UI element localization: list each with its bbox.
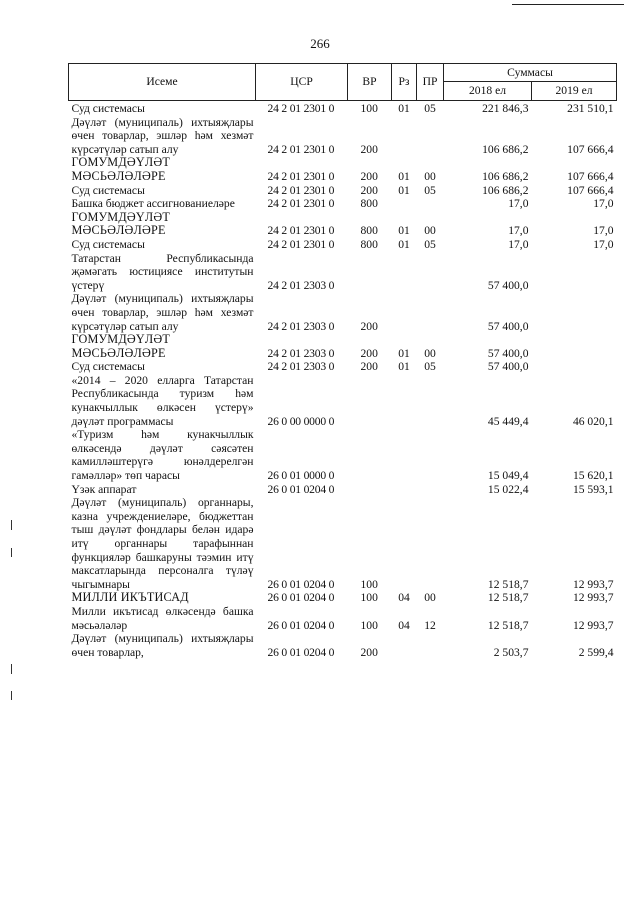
- cell-y2018: 17,0: [508, 237, 529, 251]
- table-row: [69, 197, 617, 211]
- cell-y2018: 57 400,0: [487, 319, 529, 333]
- cell-y2018: 2 503,7: [493, 645, 529, 659]
- cell-name: МИЛЛИ ИКЪТИСАД: [71, 590, 189, 605]
- cell-pr: 05: [424, 183, 436, 197]
- cell-vr: 100: [360, 618, 378, 632]
- scan-mark: [11, 691, 12, 700]
- cell-csr: 24 2 01 2301 0: [267, 224, 335, 238]
- cell-vr: 200: [360, 142, 378, 156]
- cell-name: «Туризм һәм кунакчыллык өлкәсендә дәүләт сәясәтен камилләштерүгә юнәлдерелгән гамәлләр» төп чарасы: [71, 428, 254, 483]
- table-row: [69, 632, 617, 659]
- cell-name: Үзәк аппарат: [71, 482, 137, 496]
- cell-pr: [417, 252, 444, 293]
- cell-y2018: 15 022,4: [487, 482, 529, 496]
- cell-y2018: 106 686,2: [482, 183, 529, 197]
- cell-pr: [417, 428, 444, 482]
- cell-rz: [392, 483, 417, 497]
- cell-csr: 24 2 01 2301 0: [267, 102, 335, 115]
- cell-y2019: 2 599,4: [578, 645, 614, 659]
- header-name: Исеме: [69, 64, 256, 101]
- table-row: [69, 156, 617, 183]
- cell-name: Милли икътисад өлкәсендә башка мәсьәләләр: [71, 604, 254, 632]
- cell-name: Дәүләт (муниципаль) органнары, казна учреждениеләре, бюджеттан тыш дәүләт фондлары белән идарә итү органнары тарафыннан функцияләр башкаруны тәэмин итү максатларында персоналга түләү чыгымнары: [71, 496, 254, 591]
- cell-rz: [392, 496, 417, 591]
- cell-y2019: [532, 360, 617, 374]
- cell-csr: 24 2 01 2301 0: [267, 197, 335, 211]
- cell-y2018: 45 449,4: [487, 414, 529, 428]
- cell-vr: 100: [360, 577, 378, 591]
- cell-y2018: 17,0: [508, 197, 529, 211]
- cell-y2018: 57 400,0: [487, 360, 529, 374]
- cell-y2019: 107 666,4: [567, 142, 614, 156]
- cell-rz: 01: [398, 346, 410, 360]
- cell-pr: 00: [424, 169, 436, 183]
- cell-vr: 100: [360, 102, 378, 115]
- cell-rz: 01: [398, 224, 410, 238]
- cell-csr: 24 2 01 2301 0: [267, 237, 335, 251]
- table-row: [69, 591, 617, 605]
- cell-pr: [417, 483, 444, 497]
- cell-y2018: 15 049,4: [487, 469, 529, 483]
- cell-vr: 800: [360, 197, 378, 211]
- cell-y2019: 107 666,4: [567, 169, 614, 183]
- cell-name: Дәүләт (муниципаль) ихтыяҗлары өчен товарлар, эшләр һәм хезмәт күрсәтүләр сатып алу: [71, 115, 254, 156]
- budget-table: [68, 63, 617, 659]
- cell-y2019: 46 020,1: [572, 414, 614, 428]
- cell-vr: 200: [360, 645, 378, 659]
- table-row: [69, 211, 617, 238]
- cell-y2019: 17,0: [593, 237, 614, 251]
- cell-y2019: 12 993,7: [572, 618, 614, 632]
- cell-name: Суд системасы: [71, 237, 145, 251]
- cell-csr: 26 0 01 0204 0: [267, 618, 335, 632]
- cell-y2018: 57 400,0: [487, 278, 529, 292]
- header-vr: ВР: [348, 64, 392, 101]
- cell-csr: 24 2 01 2303 0: [267, 278, 335, 292]
- cell-y2019: [532, 292, 617, 333]
- cell-vr: 100: [360, 591, 378, 605]
- cell-rz: 01: [398, 237, 410, 251]
- cell-csr: 26 0 01 0204 0: [267, 482, 335, 496]
- cell-rz: [392, 632, 417, 659]
- header-2019: 2019 ел: [532, 82, 617, 101]
- cell-pr: 05: [424, 237, 436, 251]
- cell-vr: [348, 374, 392, 428]
- cell-rz: [392, 116, 417, 157]
- cell-vr: 200: [360, 360, 378, 374]
- cell-y2019: 107 666,4: [567, 183, 614, 197]
- cell-y2019: 12 993,7: [572, 577, 614, 591]
- cell-rz: [392, 374, 417, 428]
- cell-pr: [417, 374, 444, 428]
- cell-y2018: 17,0: [508, 224, 529, 238]
- table-row: [69, 116, 617, 157]
- cell-csr: 24 2 01 2301 0: [267, 169, 335, 183]
- table-row: [69, 360, 617, 374]
- cell-rz: 01: [398, 183, 410, 197]
- cell-pr: [417, 496, 444, 591]
- cell-vr: [348, 252, 392, 293]
- cell-vr: [348, 483, 392, 497]
- cell-y2019: 17,0: [593, 224, 614, 238]
- cell-pr: [417, 632, 444, 659]
- cell-name: Суд системасы: [71, 102, 145, 115]
- cell-y2019: [532, 252, 617, 293]
- cell-y2019: 17,0: [593, 197, 614, 211]
- cell-y2018: 57 400,0: [487, 346, 529, 360]
- cell-pr: [417, 292, 444, 333]
- cell-y2019: 12 993,7: [572, 591, 614, 605]
- cell-csr: 24 2 01 2303 0: [267, 319, 335, 333]
- cell-rz: [392, 428, 417, 482]
- cell-name: ГОМУМДӘҮЛӘТ МӘСЬӘЛӘЛӘРЕ: [71, 209, 170, 238]
- cell-vr: 200: [360, 319, 378, 333]
- cell-vr: 800: [360, 224, 378, 238]
- table-row: [69, 374, 617, 428]
- cell-y2019: 15 620,1: [572, 469, 614, 483]
- cell-rz: [392, 292, 417, 333]
- header-pr: ПР: [417, 64, 444, 101]
- cell-vr: [348, 428, 392, 482]
- cell-pr: 05: [424, 360, 436, 374]
- cell-y2019: [532, 333, 617, 360]
- cell-pr: 12: [424, 618, 436, 632]
- cell-rz: [392, 252, 417, 293]
- cell-csr: 24 2 01 2301 0: [267, 142, 335, 156]
- cell-y2019: 15 593,1: [572, 482, 614, 496]
- cell-vr: 200: [360, 346, 378, 360]
- cell-y2018: 12 518,7: [487, 577, 529, 591]
- cell-csr: 26 0 01 0204 0: [267, 645, 335, 659]
- scan-mark: [11, 664, 12, 674]
- header-csr: ЦСР: [256, 64, 348, 101]
- cell-name: «2014 – 2020 елларга Татарстан Республикасында туризм һәм кунакчыллык өлкәсен үстерү» дәүләт программасы: [71, 373, 254, 428]
- budget-table-container: [68, 63, 616, 659]
- cell-csr: 26 0 01 0204 0: [267, 591, 335, 605]
- cell-pr: [417, 197, 444, 211]
- cell-rz: 01: [398, 360, 410, 374]
- table-row: [69, 252, 617, 293]
- table-body: [69, 101, 617, 660]
- cell-csr: 24 2 01 2303 0: [267, 360, 335, 374]
- page-number: 266: [310, 36, 330, 51]
- table-row: [69, 292, 617, 333]
- cell-y2018: 106 686,2: [482, 169, 529, 183]
- table-row: [69, 496, 617, 591]
- cell-pr: 00: [424, 224, 436, 238]
- cell-name: ГОМУМДӘҮЛӘТ МӘСЬӘЛӘЛӘРЕ: [71, 155, 170, 183]
- cell-name: Башка бюджет ассигнованиеләре: [71, 197, 235, 211]
- header-sums: Суммасы: [444, 64, 617, 82]
- cell-csr: 26 0 01 0204 0: [267, 577, 335, 591]
- cell-name: Суд системасы: [71, 360, 145, 374]
- cell-csr: 26 0 00 0000 0: [267, 414, 335, 428]
- table-row: [69, 483, 617, 497]
- cell-name: ГОМУМДӘҮЛӘТ МӘСЬӘЛӘЛӘРЕ: [71, 332, 170, 360]
- cell-y2019: 231 510,1: [567, 102, 614, 115]
- cell-name: Суд системасы: [71, 183, 145, 197]
- cell-y2018: 106 686,2: [482, 142, 529, 156]
- cell-rz: 04: [398, 591, 410, 605]
- cell-name: Дәүләт (муниципаль) ихтыяҗлары өчен товарлар, эшләр һәм хезмәт күрсәтүләр сатып алу: [71, 292, 254, 333]
- cell-rz: [392, 197, 417, 211]
- scan-mark: [11, 548, 12, 557]
- cell-csr: 26 0 01 0000 0: [267, 469, 335, 483]
- header-2018: 2018 ел: [444, 82, 532, 101]
- table-row: [69, 333, 617, 360]
- table-row: [69, 605, 617, 632]
- cell-csr: 24 2 01 2303 0: [267, 346, 335, 360]
- header-rz: Рз: [392, 64, 417, 101]
- cell-vr: 200: [360, 183, 378, 197]
- cell-y2018: 12 518,7: [487, 591, 529, 605]
- table-row: [69, 101, 617, 116]
- cell-csr: 24 2 01 2301 0: [267, 183, 335, 197]
- cell-pr: [417, 116, 444, 157]
- cell-rz: 04: [398, 618, 410, 632]
- cell-y2018: 12 518,7: [487, 618, 529, 632]
- cell-rz: 01: [398, 169, 410, 183]
- cell-vr: 800: [360, 237, 378, 251]
- cell-pr: 00: [424, 346, 436, 360]
- cell-rz: 01: [398, 102, 410, 115]
- top-rule: [512, 4, 624, 5]
- table-row: [69, 428, 617, 482]
- scan-mark: [11, 520, 12, 530]
- cell-pr: 05: [424, 102, 436, 115]
- cell-vr: 200: [360, 169, 378, 183]
- cell-pr: 00: [424, 591, 436, 605]
- cell-name: Дәүләт (муниципаль) ихтыяҗлары өчен товарлар,: [71, 632, 254, 659]
- table-row: [69, 184, 617, 198]
- cell-y2018: 221 846,3: [482, 102, 529, 115]
- cell-name: Татарстан Республикасында җәмәгать юстициясе институтын үстерү: [71, 251, 254, 292]
- table-row: [69, 238, 617, 252]
